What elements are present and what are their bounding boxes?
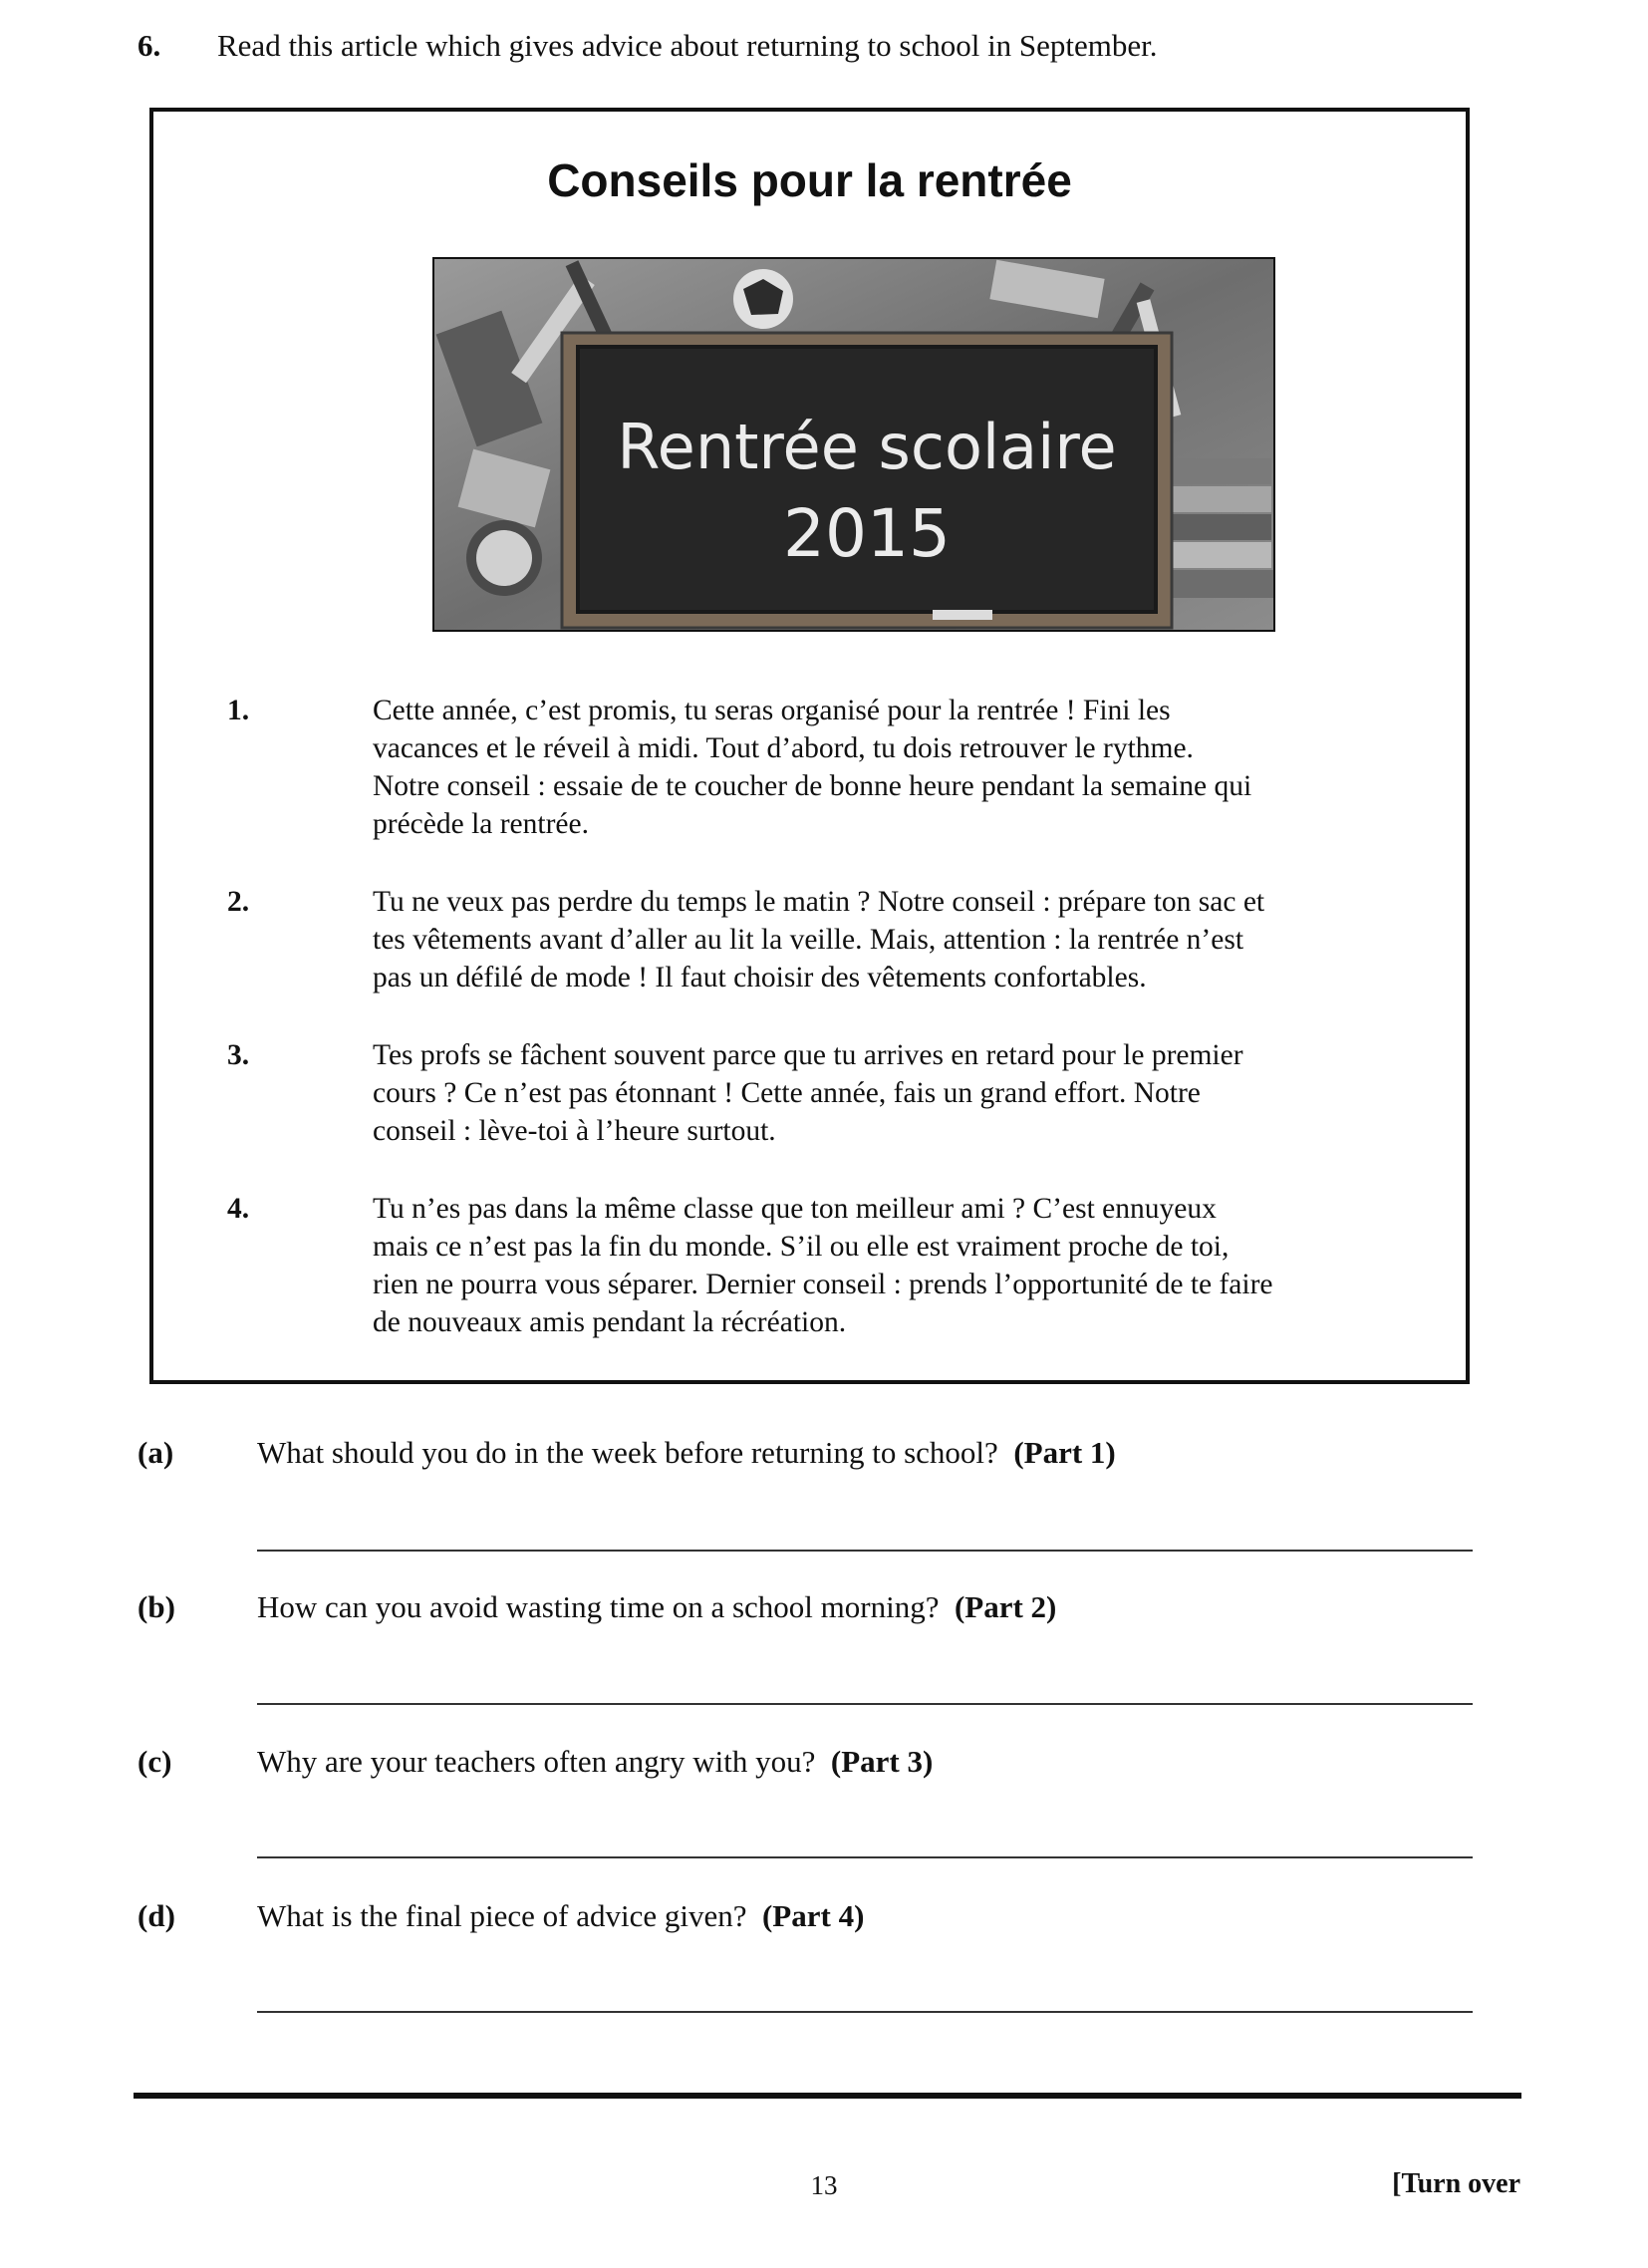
sub-question-part: (Part 4)	[761, 1898, 865, 1933]
question-intro	[137, 28, 1158, 64]
sub-question-label: (a)	[137, 1435, 174, 1470]
answer-line-d[interactable]	[257, 2011, 1473, 2013]
answer-line-b[interactable]	[257, 1703, 1473, 1705]
sub-question-text: How can you avoid wasting time on a school morning?	[257, 1589, 940, 1624]
point-number: 4.	[227, 1193, 250, 1225]
article-title: Conseils pour la rentrée	[547, 154, 1072, 206]
sub-question-part: (Part 1)	[1013, 1435, 1116, 1470]
point-text: Tu n’es pas dans la même classe que ton meilleur ami ? C’est ennuyeux mais ce n’est pas la fin du monde. S’il ou elle est vraiment proche de toi, rien ne pourra vous séparer. Dernier conseil : prends l’opportunité de te faire de nouveaux amis pendant la récréation.	[373, 1193, 1273, 1338]
chalkboard-text-line2: 2015	[783, 495, 951, 572]
advice-point-3	[203, 1036, 1339, 1150]
point-number: 3.	[227, 1039, 250, 1071]
point-number: 1.	[227, 695, 250, 726]
point-number: 2.	[227, 886, 250, 918]
point-text: Cette année, c’est promis, tu seras organisé pour la rentrée ! Fini les vacances et le réveil à midi. Tout d’abord, tu dois retrouver le rythme. Notre conseil : essaie de te coucher de bonne heure pendant la semaine qui précède la rentrée.	[373, 695, 1252, 840]
sub-question-label: (c)	[137, 1744, 172, 1779]
footer-divider	[134, 2093, 1521, 2099]
sub-question-text: Why are your teachers often angry with you?	[257, 1744, 816, 1779]
point-text: Tes profs se fâchent souvent parce que tu arrives en retard pour le premier cours ? Ce n’est pas étonnant ! Cette année, fais un grand effort. Notre conseil : lève-toi à l’heure surtout.	[373, 1039, 1243, 1147]
sub-question-part: (Part 3)	[830, 1744, 934, 1779]
sub-question-label: (b)	[137, 1589, 175, 1624]
answer-line-a[interactable]	[257, 1550, 1473, 1552]
advice-point-1	[203, 692, 1339, 843]
sub-question-part: (Part 2)	[954, 1589, 1057, 1624]
sub-question-text: What is the final piece of advice given?	[257, 1898, 747, 1933]
article-box	[149, 108, 1470, 1384]
question-number: 6.	[137, 28, 161, 63]
advice-point-2	[203, 883, 1339, 996]
chalkboard-text-line1: Rentrée scolaire	[617, 411, 1117, 483]
question-intro-text: Read this article which gives advice about returning to school in September.	[217, 28, 1158, 63]
advice-point-4	[203, 1190, 1339, 1341]
page-number: 13	[810, 2170, 838, 2200]
sub-question-label: (d)	[137, 1898, 175, 1933]
chalkboard-image	[432, 257, 1275, 632]
answer-line-c[interactable]	[257, 1856, 1473, 1858]
sub-question-text: What should you do in the week before returning to school?	[257, 1435, 998, 1470]
point-text: Tu ne veux pas perdre du temps le matin ? Notre conseil : prépare ton sac et tes vêtements avant d’aller au lit la veille. Mais, attention : la rentrée n’est pas un défilé de mode ! Il faut choisir des vêtements confortables.	[373, 886, 1265, 993]
turn-over-label: [Turn over	[1392, 2168, 1520, 2199]
